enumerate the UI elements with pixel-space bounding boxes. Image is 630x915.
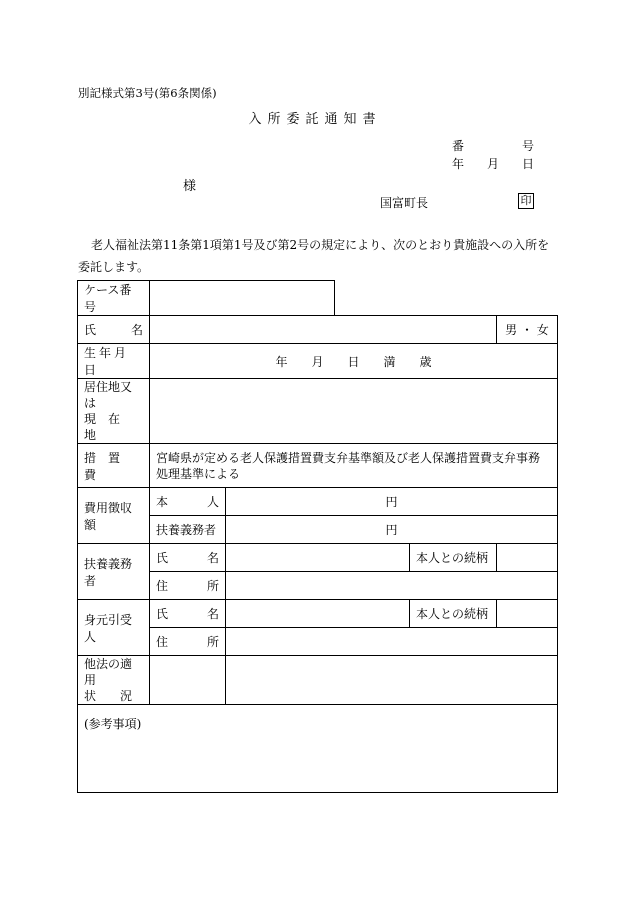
issuer-name: 国富町長: [380, 196, 429, 210]
guarantor-name-label: 氏 名: [150, 600, 226, 628]
measure-cost-label: 措 置 費: [78, 444, 150, 488]
gender-selector[interactable]: 男 ・ 女: [497, 316, 558, 344]
date-month: 月: [487, 157, 500, 171]
supporter-relation-label: 本人との続柄: [410, 544, 497, 572]
residence-label: 居住地又は 現 在 地: [78, 379, 150, 444]
guarantor-relation-field[interactable]: [497, 600, 558, 628]
date-year: 年: [452, 157, 465, 171]
other-law-field-b[interactable]: [226, 656, 558, 705]
date-day: 日: [522, 157, 535, 171]
name-field[interactable]: [150, 316, 497, 344]
other-law-label: 他法の適用 状 況: [78, 656, 150, 705]
form-reference: 別記様式第3号(第6条関係): [78, 86, 217, 100]
guarantor-relation-label: 本人との続柄: [410, 600, 497, 628]
body-paragraph: 老人福祉法第11条第1項第1号及び第2号の規定により、次のとおり貴施設への入所を委託します。: [78, 238, 550, 274]
number-label-ban: 番: [452, 139, 465, 153]
fee-collection-label: 費用徴収額: [78, 488, 150, 544]
principal-label: 本 人: [150, 488, 226, 516]
guarantor-name-field[interactable]: [226, 600, 410, 628]
residence-field[interactable]: [150, 379, 558, 444]
supporter-section-label: 扶養義務者: [78, 544, 150, 600]
supporter-address-label: 住 所: [150, 572, 226, 600]
addressee-honorific: 様: [183, 179, 197, 194]
notes-label: (参考事項): [84, 717, 142, 731]
supporter-fee-field[interactable]: 円: [226, 516, 558, 544]
name-label: 氏 名: [78, 316, 150, 344]
measure-cost-text: 宮崎県が定める老人保護措置費支弁基準額及び老人保護措置費支弁事務処理基準による: [150, 444, 558, 488]
supporter-fee-label: 扶養義務者: [150, 516, 226, 544]
supporter-address-field[interactable]: [226, 572, 558, 600]
document-title: 入所委託通知書: [248, 112, 382, 127]
guarantor-address-label: 住 所: [150, 628, 226, 656]
supporter-name-field[interactable]: [226, 544, 410, 572]
supporter-name-label: 氏 名: [150, 544, 226, 572]
guarantor-address-field[interactable]: [226, 628, 558, 656]
birthdate-field[interactable]: 年 月 日 満 歳: [150, 344, 558, 379]
case-number-label: ケース番号: [78, 281, 150, 316]
principal-fee-field[interactable]: 円: [226, 488, 558, 516]
number-label-go: 号: [522, 139, 535, 153]
notes-section[interactable]: [78, 705, 558, 793]
other-law-field-a[interactable]: [150, 656, 226, 705]
guarantor-section-label: 身元引受人: [78, 600, 150, 656]
supporter-relation-field[interactable]: [497, 544, 558, 572]
entrustment-form-table: [77, 280, 558, 793]
case-number-field[interactable]: [150, 281, 335, 316]
birthdate-label: 生年月日: [78, 344, 150, 379]
seal-mark: 印: [518, 193, 534, 209]
